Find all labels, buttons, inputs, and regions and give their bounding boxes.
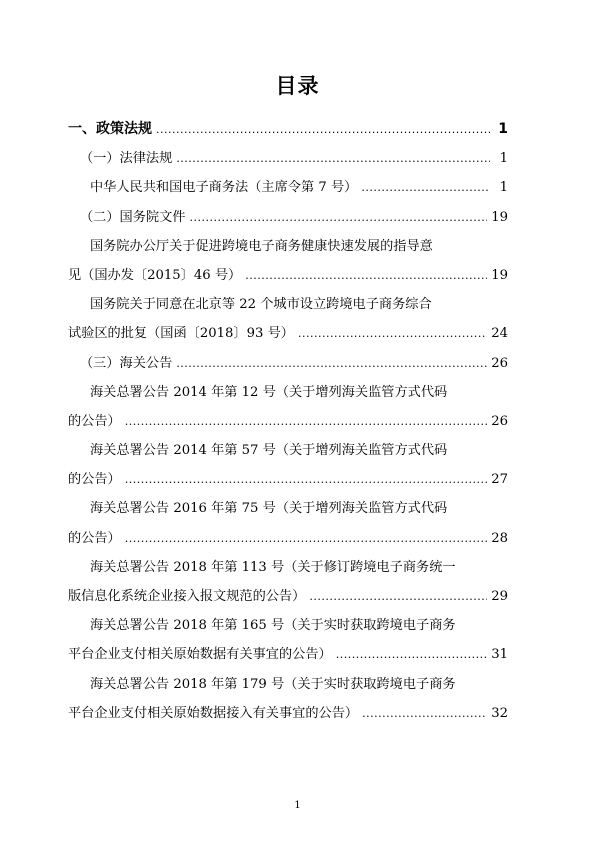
dot-leader — [125, 532, 487, 545]
toc-page-number: 26 — [491, 355, 508, 371]
toc-subsection-state-council[interactable] — [68, 206, 508, 235]
toc-entry-text: （一）法律法规 — [80, 151, 173, 167]
dot-leader — [298, 327, 487, 340]
toc-page-number: 31 — [491, 647, 508, 663]
toc-entry-line[interactable] — [68, 585, 508, 614]
toc-page-number: 19 — [491, 267, 508, 283]
toc-page-number: 1 — [499, 180, 508, 196]
dot-leader — [336, 648, 487, 661]
toc-entry-line[interactable] — [68, 468, 508, 497]
toc-entry-text: 海关总署公告 2018 年第 113 号（关于修订跨境电子商务统一 — [90, 559, 456, 575]
toc-entry-text: 平台企业支付相关原始数据有关事宜的公告） — [68, 647, 332, 663]
toc-page-number: 28 — [491, 530, 508, 546]
dot-leader — [190, 211, 488, 224]
toc-entry-line[interactable] — [68, 497, 508, 526]
dot-leader — [176, 357, 487, 370]
toc-entry-text: 国务院关于同意在北京等 22 个城市设立跨境电子商务综合 — [90, 297, 432, 313]
toc-entry-text: 海关总署公告 2018 年第 165 号（关于实时获取跨境电子商务 — [90, 618, 456, 634]
toc-entry-text: 国务院办公厅关于促进跨境电子商务健康快速发展的指导意 — [90, 238, 433, 254]
toc-entry-ecommerce-law[interactable] — [68, 176, 508, 205]
toc-page-number: 24 — [491, 326, 508, 342]
toc-entry-text: （三）海关公告 — [80, 355, 173, 371]
toc-entry-text: 版信息化系统企业接入报文规范的公告） — [68, 589, 306, 604]
toc-subsection-laws[interactable] — [68, 147, 508, 176]
toc-page-number: 1 — [499, 151, 508, 167]
toc-entry-line[interactable] — [68, 702, 508, 731]
toc-entry-line[interactable] — [68, 381, 508, 410]
toc-entry-line[interactable] — [68, 264, 508, 293]
toc-entry-text: 海关总署公告 2016 年第 75 号（关于增列海关监管方式代码 — [90, 501, 448, 517]
toc-page-number: 27 — [491, 472, 508, 488]
dot-leader — [362, 707, 487, 720]
toc-section-policy[interactable] — [68, 118, 508, 147]
toc-title: 目录 — [275, 74, 320, 98]
toc-page-number: 19 — [491, 209, 508, 225]
toc-page-number: 29 — [491, 589, 508, 604]
toc-entry-text: 的公告） — [68, 413, 121, 429]
toc-entry-text: 海关总署公告 2014 年第 12 号（关于增列海关监管方式代码 — [90, 384, 448, 400]
page-footer-number: 1 — [294, 800, 301, 811]
dot-leader — [361, 181, 490, 194]
toc-page-number: 32 — [491, 705, 508, 721]
dot-leader — [125, 415, 487, 428]
toc-entry-text: 见（国办发〔2015〕46 号） — [68, 267, 242, 283]
toc-page-number: 26 — [491, 413, 508, 429]
toc-entry-text: 平台企业支付相关原始数据接入有关事宜的公告） — [68, 705, 359, 721]
toc-entry-line[interactable] — [68, 527, 508, 556]
toc-entry-line[interactable] — [68, 643, 508, 672]
toc-subsection-customs[interactable] — [68, 352, 508, 381]
toc-entry-line[interactable] — [68, 293, 508, 322]
dot-leader — [125, 473, 487, 486]
toc-entry-line[interactable] — [68, 614, 508, 643]
toc-entry-text: 海关总署公告 2014 年第 57 号（关于增列海关监管方式代码 — [90, 443, 448, 459]
toc-entry-text: 一、政策法规 — [68, 121, 152, 137]
toc-entry-text: 中华人民共和国电子商务法（主席令第 7 号） — [90, 180, 358, 196]
dot-leader — [156, 123, 490, 136]
toc-entry-text: 的公告） — [68, 472, 121, 488]
toc-entry-line[interactable] — [68, 235, 508, 264]
toc-entry-line[interactable] — [68, 410, 508, 439]
toc-entry-text: 海关总署公告 2018 年第 179 号（关于实时获取跨境电子商务 — [90, 676, 456, 692]
toc-entry-text: （二）国务院文件 — [80, 209, 186, 225]
toc-entry-line[interactable] — [68, 439, 508, 468]
toc-entry-line[interactable] — [68, 322, 508, 351]
toc-entry-text: 试验区的批复（国函〔2018〕93 号） — [68, 326, 294, 342]
toc-entry-line[interactable] — [68, 556, 508, 585]
dot-leader — [245, 269, 487, 282]
dot-leader — [176, 152, 490, 165]
toc-entry-text: 的公告） — [68, 530, 121, 546]
toc-entry-line[interactable] — [68, 673, 508, 702]
table-of-contents — [68, 118, 508, 731]
dot-leader — [309, 590, 487, 603]
toc-page-number: 1 — [498, 121, 508, 137]
